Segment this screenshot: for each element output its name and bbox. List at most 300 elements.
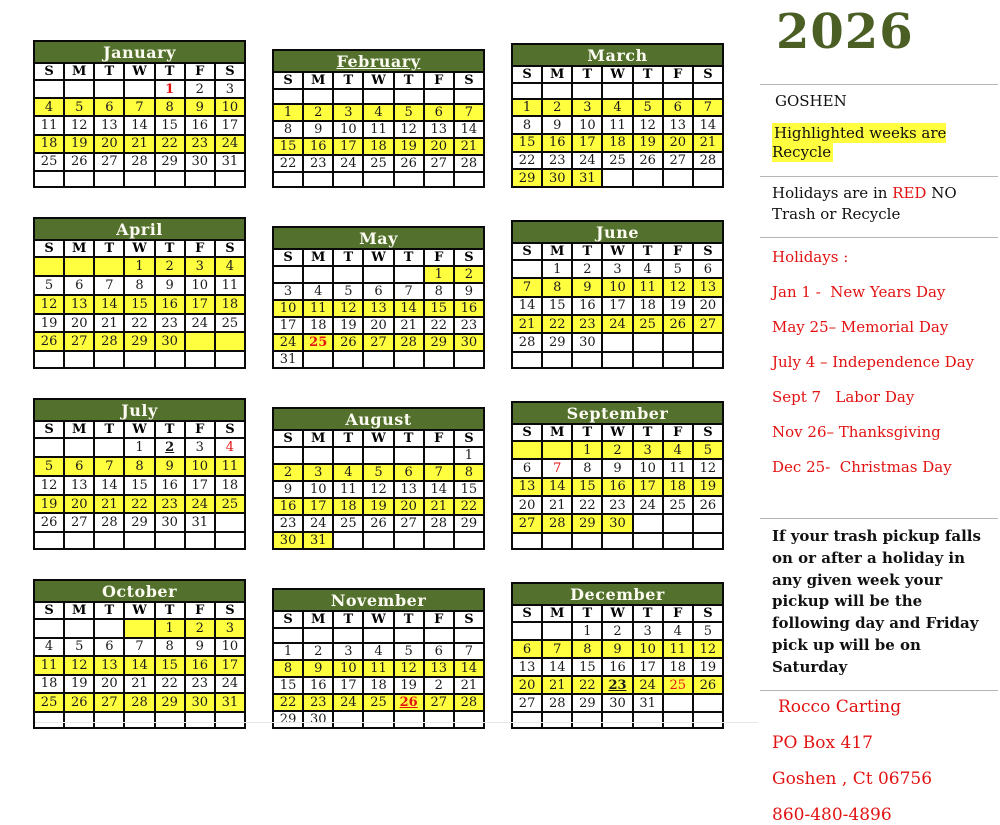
date-cell: [94, 712, 124, 728]
date-cell: 4: [215, 438, 245, 457]
date-cell: 5: [663, 260, 693, 278]
date-cell: [303, 172, 333, 187]
date-cell: 15: [454, 481, 484, 498]
date-cell: 11: [215, 457, 245, 476]
month-calendar-march: [511, 43, 724, 188]
date-cell: 8: [512, 116, 542, 134]
date-cell: 26: [333, 334, 363, 351]
date-cell: 29: [542, 333, 572, 351]
date-cell: [512, 533, 542, 549]
date-cell: 25: [303, 334, 333, 351]
weekday-header: S: [215, 63, 245, 80]
week-row: [512, 278, 723, 296]
date-cell: 18: [333, 498, 363, 515]
weekday-header: S: [512, 605, 542, 622]
date-cell: 4: [363, 104, 393, 121]
date-cell: 27: [394, 515, 424, 532]
date-cell: 2: [155, 438, 185, 457]
weekday-header: M: [542, 605, 572, 622]
week-row: [34, 351, 245, 368]
footer-rule: [35, 722, 758, 723]
date-cell: 10: [185, 276, 215, 295]
date-cell: [64, 532, 94, 549]
date-cell: [34, 438, 64, 457]
date-cell: 31: [572, 169, 602, 187]
date-cell: 7: [454, 643, 484, 660]
date-cell: [512, 441, 542, 459]
date-cell: 22: [572, 496, 602, 514]
date-cell: 22: [155, 135, 185, 153]
date-cell: 17: [215, 656, 245, 675]
month-title: August: [273, 408, 484, 430]
date-cell: [602, 352, 632, 368]
week-row: [273, 694, 484, 711]
date-cell: 20: [64, 314, 94, 333]
date-cell: 13: [424, 660, 454, 677]
date-cell: [215, 513, 245, 532]
date-cell: 9: [542, 116, 572, 134]
weekday-header: F: [663, 605, 693, 622]
pickup-policy-note: If your trash pickup falls on or after a holiday in any given week your pickup will be the following day and Friday pick up will be on Saturday: [772, 527, 981, 676]
holiday-legend-prefix: Holidays are in: [772, 183, 893, 202]
date-cell: [303, 628, 333, 643]
weekday-header: W: [124, 602, 154, 619]
date-cell: 10: [572, 116, 602, 134]
date-cell: 14: [424, 481, 454, 498]
weekday-header: W: [363, 611, 393, 628]
weekday-header: F: [663, 66, 693, 83]
weekday-header: S: [512, 243, 542, 260]
date-cell: 1: [424, 266, 454, 283]
date-cell: 13: [663, 116, 693, 134]
date-cell: 31: [633, 694, 663, 712]
date-cell: 19: [693, 478, 723, 496]
date-cell: 14: [94, 476, 124, 495]
weekday-header: F: [185, 602, 215, 619]
date-cell: 11: [363, 121, 393, 138]
date-cell: 12: [363, 481, 393, 498]
date-cell: 30: [273, 532, 303, 549]
date-cell: 7: [542, 459, 572, 477]
date-cell: [185, 532, 215, 549]
date-cell: 24: [185, 495, 215, 514]
date-cell: [363, 266, 393, 283]
weekday-header: S: [34, 602, 64, 619]
week-row: [34, 116, 245, 134]
month-title: January: [34, 41, 245, 63]
week-row: [273, 628, 484, 643]
date-cell: 17: [333, 138, 363, 155]
week-row: [512, 478, 723, 496]
date-cell: 17: [333, 677, 363, 694]
date-cell: 4: [34, 98, 64, 116]
date-cell: 16: [602, 478, 632, 496]
weekday-header: T: [94, 602, 124, 619]
date-cell: 6: [512, 640, 542, 658]
contact-city: Goshen , Ct 06756: [772, 769, 933, 790]
date-cell: 30: [155, 332, 185, 351]
date-cell: 5: [333, 283, 363, 300]
date-cell: [64, 257, 94, 276]
town-name: GOSHEN: [775, 91, 847, 110]
date-cell: 7: [124, 98, 154, 116]
week-row: [273, 447, 484, 464]
recycle-legend-text: Highlighted weeks are Recycle: [772, 123, 947, 161]
date-cell: [572, 83, 602, 99]
date-cell: 21: [94, 495, 124, 514]
date-cell: 25: [633, 315, 663, 333]
date-cell: [454, 172, 484, 187]
date-cell: 1: [512, 99, 542, 117]
date-cell: 30: [454, 334, 484, 351]
date-cell: 23: [185, 135, 215, 153]
weekday-header: F: [185, 421, 215, 438]
date-cell: 27: [693, 315, 723, 333]
date-cell: 4: [215, 257, 245, 276]
date-cell: 5: [34, 276, 64, 295]
month-title: July: [34, 399, 245, 421]
date-cell: 26: [693, 676, 723, 694]
date-cell: 4: [663, 622, 693, 640]
weekday-header: M: [303, 72, 333, 89]
week-row: [34, 693, 245, 712]
week-row: [273, 532, 484, 549]
date-cell: 19: [633, 134, 663, 152]
date-cell: 23: [542, 152, 572, 170]
date-cell: 14: [542, 658, 572, 676]
date-cell: [572, 712, 602, 728]
date-cell: [454, 351, 484, 368]
date-cell: [94, 257, 124, 276]
date-cell: 28: [124, 693, 154, 712]
date-cell: 22: [155, 675, 185, 694]
date-cell: 2: [454, 266, 484, 283]
date-cell: 11: [303, 300, 333, 317]
contact-info: [760, 697, 998, 825]
date-cell: 15: [155, 656, 185, 675]
date-cell: 16: [155, 295, 185, 314]
date-cell: 23: [602, 676, 632, 694]
date-cell: 27: [94, 693, 124, 712]
weekday-header: T: [94, 421, 124, 438]
date-cell: [693, 533, 723, 549]
date-cell: 11: [363, 660, 393, 677]
date-cell: 7: [512, 278, 542, 296]
week-row: [512, 533, 723, 549]
week-row: [512, 352, 723, 368]
date-cell: 8: [542, 278, 572, 296]
date-cell: 9: [572, 278, 602, 296]
date-cell: 17: [633, 658, 663, 676]
date-cell: 13: [64, 476, 94, 495]
date-cell: [542, 712, 572, 728]
week-row: [512, 514, 723, 532]
date-cell: [542, 441, 572, 459]
date-cell: [155, 351, 185, 368]
date-cell: [94, 438, 124, 457]
date-cell: [363, 628, 393, 643]
weekday-header: T: [633, 66, 663, 83]
weekday-header: T: [155, 240, 185, 257]
date-cell: 9: [602, 640, 632, 658]
date-cell: 5: [693, 622, 723, 640]
date-cell: 24: [303, 515, 333, 532]
weekday-header: F: [424, 430, 454, 447]
date-cell: 5: [363, 464, 393, 481]
date-cell: 10: [215, 638, 245, 657]
date-cell: [333, 266, 363, 283]
week-row: [34, 619, 245, 638]
week-row: [34, 513, 245, 532]
date-cell: [303, 447, 333, 464]
week-row: [273, 172, 484, 187]
date-cell: 15: [572, 658, 602, 676]
date-cell: [663, 169, 693, 187]
date-cell: 17: [273, 317, 303, 334]
week-row: [273, 643, 484, 660]
weekday-header: S: [693, 424, 723, 441]
week-row: [273, 711, 484, 728]
month-calendar-december: [511, 582, 724, 729]
date-cell: 15: [542, 297, 572, 315]
week-row: [273, 677, 484, 694]
date-cell: 13: [512, 658, 542, 676]
date-cell: 11: [633, 278, 663, 296]
date-cell: 1: [124, 438, 154, 457]
date-cell: 31: [303, 532, 333, 549]
date-cell: 25: [663, 496, 693, 514]
week-row: [512, 83, 723, 99]
week-row: [273, 104, 484, 121]
month-title: May: [273, 227, 484, 249]
date-cell: 9: [454, 283, 484, 300]
date-cell: 22: [512, 152, 542, 170]
date-cell: [424, 628, 454, 643]
date-cell: 24: [333, 694, 363, 711]
weekday-header: T: [572, 243, 602, 260]
date-cell: 5: [633, 99, 663, 117]
date-cell: 26: [693, 496, 723, 514]
date-cell: [124, 712, 154, 728]
week-row: [512, 459, 723, 477]
date-cell: [572, 533, 602, 549]
date-cell: 16: [185, 116, 215, 134]
weekday-header: W: [124, 63, 154, 80]
week-row: [273, 138, 484, 155]
month-calendar-june: [511, 220, 724, 369]
date-cell: 22: [424, 317, 454, 334]
weekday-header: T: [94, 240, 124, 257]
date-cell: 6: [512, 459, 542, 477]
week-row: [273, 283, 484, 300]
week-row: [512, 169, 723, 187]
month-calendar-april: [33, 217, 246, 369]
date-cell: 17: [185, 295, 215, 314]
month-calendar-may: [272, 226, 485, 369]
month-title: October: [34, 580, 245, 602]
date-cell: [215, 712, 245, 728]
date-cell: [663, 533, 693, 549]
date-cell: 5: [693, 441, 723, 459]
date-cell: 16: [273, 498, 303, 515]
date-cell: 25: [34, 153, 64, 171]
date-cell: 3: [215, 619, 245, 638]
weekday-header: M: [64, 602, 94, 619]
date-cell: 23: [572, 315, 602, 333]
date-cell: 7: [94, 457, 124, 476]
date-cell: 12: [693, 640, 723, 658]
date-cell: [64, 438, 94, 457]
date-cell: 3: [273, 283, 303, 300]
date-cell: 16: [155, 476, 185, 495]
date-cell: 18: [633, 297, 663, 315]
date-cell: 25: [215, 314, 245, 333]
date-cell: 29: [512, 169, 542, 187]
date-cell: 4: [333, 464, 363, 481]
date-cell: [394, 266, 424, 283]
date-cell: 14: [512, 297, 542, 315]
date-cell: 27: [64, 332, 94, 351]
date-cell: 4: [363, 643, 393, 660]
week-row: [512, 640, 723, 658]
date-cell: 8: [124, 276, 154, 295]
date-cell: 29: [572, 514, 602, 532]
date-cell: 8: [572, 459, 602, 477]
date-cell: [363, 351, 393, 368]
date-cell: 12: [394, 660, 424, 677]
date-cell: 21: [512, 315, 542, 333]
sidebar: [760, 4, 998, 825]
date-cell: 7: [693, 99, 723, 117]
date-cell: 27: [512, 514, 542, 532]
week-row: [512, 694, 723, 712]
date-cell: 2: [602, 622, 632, 640]
date-cell: 3: [185, 257, 215, 276]
date-cell: 27: [663, 152, 693, 170]
date-cell: [454, 89, 484, 104]
date-cell: 2: [303, 104, 333, 121]
date-cell: 11: [602, 116, 632, 134]
date-cell: [693, 694, 723, 712]
date-cell: 17: [633, 478, 663, 496]
date-cell: 18: [602, 134, 632, 152]
date-cell: 22: [124, 314, 154, 333]
weekday-header: S: [454, 249, 484, 266]
date-cell: [215, 171, 245, 187]
date-cell: 9: [185, 98, 215, 116]
date-cell: [663, 514, 693, 532]
weekday-header: W: [602, 605, 632, 622]
date-cell: 5: [394, 104, 424, 121]
date-cell: [273, 266, 303, 283]
date-cell: 11: [333, 481, 363, 498]
date-cell: 18: [215, 476, 245, 495]
date-cell: [273, 628, 303, 643]
date-cell: 10: [273, 300, 303, 317]
week-row: [273, 351, 484, 368]
date-cell: [424, 711, 454, 728]
date-cell: 9: [155, 276, 185, 295]
date-cell: 27: [64, 513, 94, 532]
week-row: [34, 80, 245, 98]
weekday-header: W: [124, 240, 154, 257]
date-cell: 18: [663, 478, 693, 496]
date-cell: 5: [64, 98, 94, 116]
week-row: [512, 134, 723, 152]
week-row: [512, 333, 723, 351]
week-row: [512, 297, 723, 315]
date-cell: [333, 172, 363, 187]
holiday-item: Nov 26– Thanksgiving: [772, 423, 941, 442]
date-cell: 14: [124, 656, 154, 675]
date-cell: 20: [424, 138, 454, 155]
week-row: [34, 257, 245, 276]
date-cell: 2: [273, 464, 303, 481]
date-cell: [542, 352, 572, 368]
date-cell: 30: [185, 153, 215, 171]
week-row: [273, 660, 484, 677]
weekday-header: S: [215, 421, 245, 438]
date-cell: 24: [215, 135, 245, 153]
date-cell: 2: [424, 677, 454, 694]
date-cell: [663, 333, 693, 351]
date-cell: 31: [215, 153, 245, 171]
date-cell: [512, 352, 542, 368]
date-cell: 20: [512, 496, 542, 514]
date-cell: 30: [303, 711, 333, 728]
date-cell: [663, 83, 693, 99]
date-cell: 21: [94, 314, 124, 333]
date-cell: 10: [633, 459, 663, 477]
date-cell: [124, 171, 154, 187]
date-cell: 16: [454, 300, 484, 317]
date-cell: 31: [185, 513, 215, 532]
date-cell: 17: [215, 116, 245, 134]
date-cell: 12: [663, 278, 693, 296]
date-cell: [633, 169, 663, 187]
date-cell: 6: [394, 464, 424, 481]
week-row: [512, 622, 723, 640]
date-cell: 23: [185, 675, 215, 694]
date-cell: 15: [273, 138, 303, 155]
date-cell: 2: [602, 441, 632, 459]
date-cell: [34, 257, 64, 276]
date-cell: [273, 89, 303, 104]
date-cell: 28: [124, 153, 154, 171]
date-cell: 4: [34, 638, 64, 657]
weekday-header: S: [693, 243, 723, 260]
date-cell: [363, 711, 393, 728]
date-cell: 12: [633, 116, 663, 134]
date-cell: [633, 352, 663, 368]
date-cell: [94, 171, 124, 187]
date-cell: 8: [424, 283, 454, 300]
week-row: [34, 638, 245, 657]
date-cell: 20: [693, 297, 723, 315]
date-cell: 15: [124, 476, 154, 495]
weekday-header: S: [512, 424, 542, 441]
weekday-header: M: [64, 240, 94, 257]
week-row: [34, 295, 245, 314]
date-cell: [124, 80, 154, 98]
date-cell: 19: [394, 138, 424, 155]
date-cell: 14: [394, 300, 424, 317]
date-cell: 26: [64, 153, 94, 171]
date-cell: 20: [363, 317, 393, 334]
date-cell: [633, 533, 663, 549]
date-cell: 28: [424, 515, 454, 532]
date-cell: 28: [542, 514, 572, 532]
